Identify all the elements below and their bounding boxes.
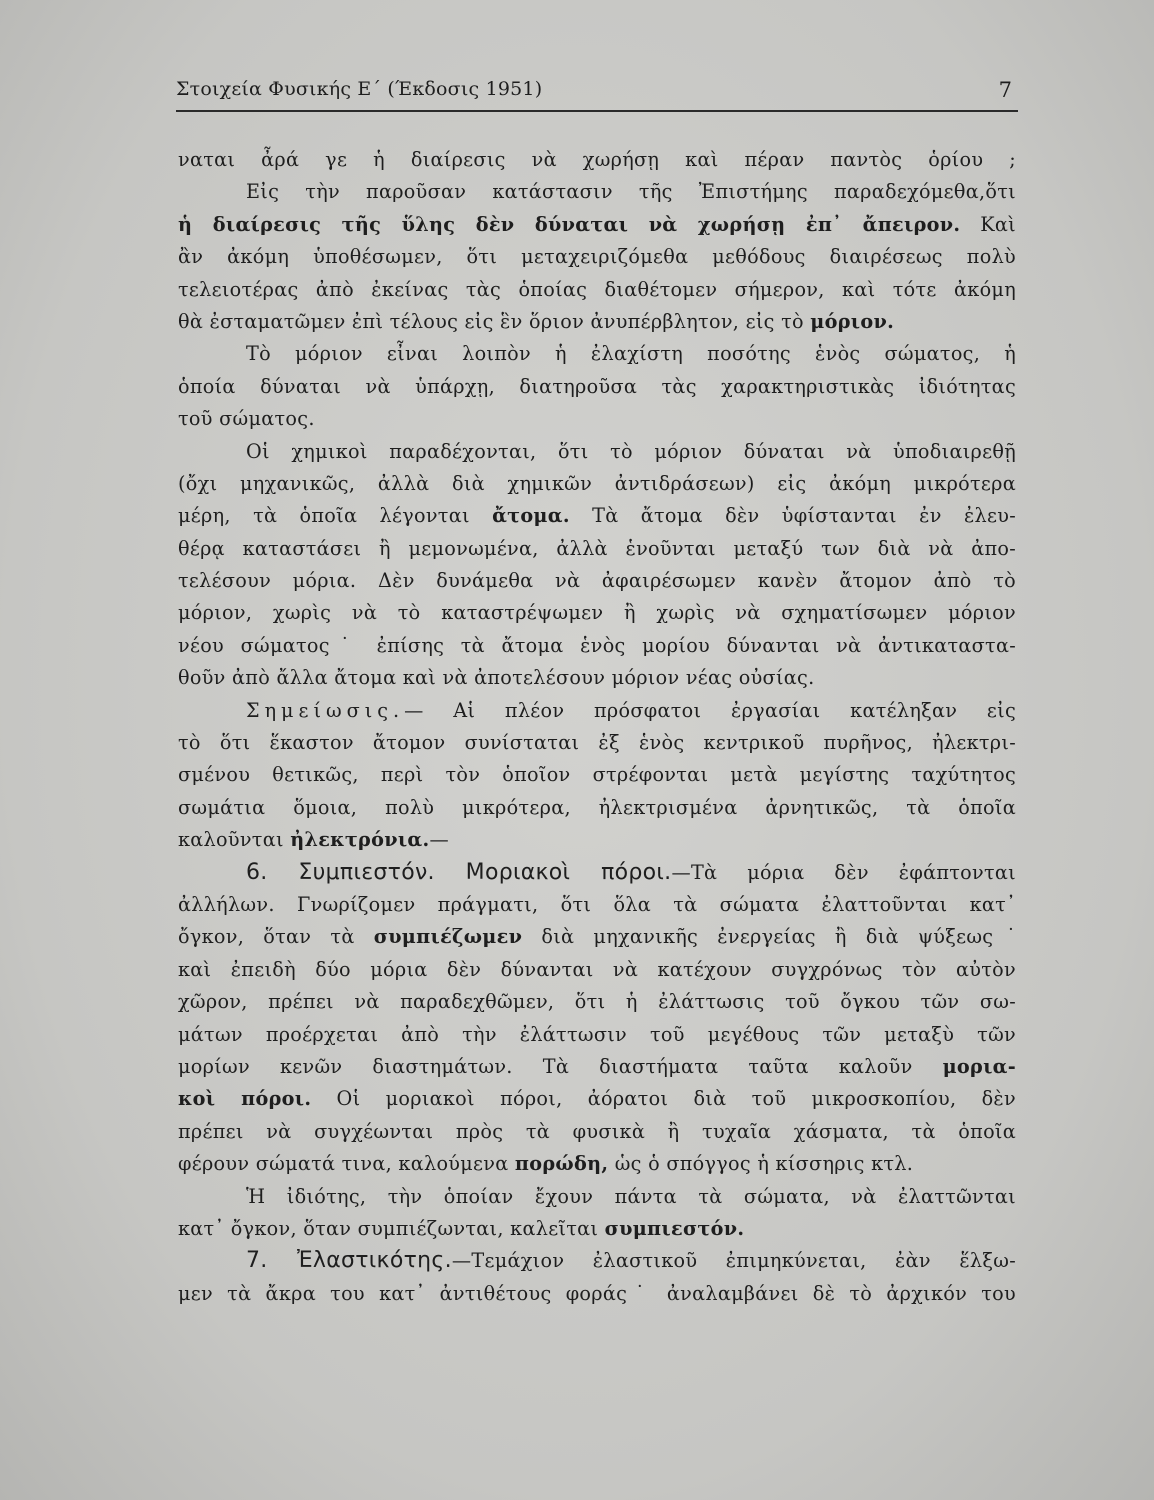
- bold-term: συμπιέζωμεν: [373, 925, 523, 949]
- text-line: [178, 986, 1016, 1018]
- text-run: ὡς ὁ σπόγγος ἡ κίσσηρις κτλ.: [608, 1152, 914, 1176]
- text-run: ὄγκον, ὅταν τὰ: [178, 925, 374, 949]
- text-run: τελειοτέρας ἀπὸ ἐκείνας τὰς ὁποίας διαθέτομεν σήμερον, καὶ τότε ἀκόμη: [178, 277, 1016, 301]
- text-run: διὰ μηχανικῆς ἐνεργείας ἢ διὰ ψύξεως˙: [522, 925, 1016, 949]
- text-run: κατ᾽ ὄγκον, ὅταν συμπιέζωνται, καλεῖται: [178, 1216, 605, 1240]
- text-line: [178, 695, 1016, 727]
- text-run: ἂν ἀκόμη ὑποθέσωμεν, ὅτι μεταχειριζόμεθα μεθόδους διαιρέσεως πολὺ: [178, 245, 1016, 269]
- text-run: θοῦν ἀπὸ ἄλλα ἄτομα καὶ νὰ ἀποτελέσουν μόριον νέας οὐσίας.: [178, 666, 815, 690]
- text-line: [178, 1051, 1016, 1083]
- text-run: Εἰς τὴν παροῦσαν κατάστασιν τῆς Ἐπιστήμης παραδεχόμεθα,ὅτι: [246, 180, 1016, 204]
- text-line: [178, 274, 1016, 306]
- text-line: [178, 176, 1016, 208]
- text-line: [178, 241, 1016, 273]
- text-line: [178, 1278, 1016, 1310]
- bold-term: μόριον.: [810, 309, 895, 333]
- text-run: φέρουν σώματά τινα, καλούμενα: [178, 1152, 515, 1176]
- text-line: [178, 1083, 1016, 1115]
- bold-term: κοὶ πόροι.: [178, 1087, 312, 1111]
- text-line: [178, 500, 1016, 532]
- text-run: — Αἱ πλέον πρόσφατοι ἐργασίαι κατέληξαν εἰς: [404, 698, 1016, 722]
- text-run: ὁποία δύναται νὰ ὑπάρχῃ, διατηροῦσα τὰς χαρακτηριστικὰς ἰδιότητας: [178, 374, 1016, 398]
- text-line: [178, 727, 1016, 759]
- text-run: Ἡ ἰδιότης, τὴν ὁποίαν ἔχουν πάντα τὰ σώματα, νὰ ἐλαττῶνται: [246, 1184, 1016, 1208]
- text-run: τελέσουν μόρια. Δὲν δυνάμεθα νὰ ἀφαιρέσωμεν κανὲν ἄτομον ἀπὸ τὸ: [178, 569, 1016, 593]
- text-line: [178, 889, 1016, 921]
- text-line: [178, 662, 1016, 694]
- text-run: μόριον, χωρὶς νὰ τὸ καταστρέψωμεν ἢ χωρὶς νὰ σχηματίσωμεν μόριον: [178, 601, 1016, 625]
- text-line: [178, 209, 1016, 241]
- text-line: [178, 1213, 1016, 1245]
- section-heading: 7. Ἐλαστικότης.: [246, 1248, 452, 1274]
- text-run: ἀλλήλων. Γνωρίζομεν πράγματι, ὅτι ὅλα τὰ σώματα ἐλαττοῦνται κατ᾽: [178, 892, 1016, 916]
- text-run: καὶ ἐπειδὴ δύο μόρια δὲν δύνανται νὰ κατέχουν συγχρόνως τὸν αὐτὸν: [178, 957, 1016, 981]
- text-run: σωμάτια ὅμοια, πολὺ μικρότερα, ἠλεκτρισμένα ἀρνητικῶς, τὰ ὁποῖα: [178, 795, 1016, 819]
- text-line: [178, 1148, 1016, 1180]
- text-run: τοῦ σώματος.: [178, 407, 315, 431]
- text-run: —Τὰ μόρια δὲν ἐφάπτονται: [671, 860, 1016, 884]
- bold-term: ἄτομα.: [492, 504, 570, 528]
- text-run: μεν τὰ ἄκρα του κατ᾽ ἀντιθέτους φοράς˙ ἀναλαμβάνει δὲ τὸ ἀρχικόν του: [178, 1281, 1016, 1305]
- text-line: [178, 954, 1016, 986]
- text-line: [178, 565, 1016, 597]
- text-line: [178, 436, 1016, 468]
- running-title: Στοιχεία Φυσικής Ε΄ (Έκδοσις 1951): [176, 78, 543, 100]
- text-run: ναται ἆρά γε ἡ διαίρεσις νὰ χωρήσῃ καὶ πέραν παντὸς ὁρίου ;: [178, 148, 1016, 171]
- text-run: Οἱ χημικοὶ παραδέχονται, ὅτι τὸ μόριον δύναται νὰ ὑποδιαιρεθῇ: [246, 439, 1016, 463]
- bold-term: ἠλεκτρόνια.: [290, 828, 430, 852]
- text-line: [178, 371, 1016, 403]
- text-line: [178, 792, 1016, 824]
- text-run: (ὄχι μηχανικῶς, ἀλλὰ διὰ χημικῶν ἀντιδράσεων) εἰς ἀκόμη μικρότερα: [178, 471, 1016, 495]
- text-run: χῶρον, πρέπει νὰ παραδεχθῶμεν, ὅτι ἡ ἐλάττωσις τοῦ ὄγκου τῶν σω-: [178, 990, 1016, 1014]
- page-header: [176, 74, 1018, 112]
- text-run: —: [429, 828, 449, 852]
- text-line: [178, 533, 1016, 565]
- page-number: 7: [998, 78, 1012, 102]
- text-line: [178, 306, 1016, 338]
- note-label: Σημείωσις.: [246, 698, 405, 722]
- text-line: [178, 468, 1016, 500]
- bold-term: μορια-: [942, 1054, 1016, 1078]
- text-line: [178, 1181, 1016, 1213]
- bold-term: ἡ διαίρεσις τῆς ὕλης δὲν δύναται νὰ χωρήσῃ ἐπ᾽ ἄπειρον.: [178, 212, 961, 236]
- text-line: [178, 597, 1016, 629]
- text-run: νέου σώματος˙ ἐπίσης τὰ ἄτομα ἑνὸς μορίου δύνανται νὰ ἀντικαταστα-: [178, 633, 1016, 657]
- text-run: σμένου θετικῶς, περὶ τὸν ὁποῖον στρέφονται μετὰ μεγίστης ταχύτητος: [178, 763, 1016, 787]
- text-line: [178, 403, 1016, 435]
- text-line: [178, 1245, 1016, 1277]
- text-run: θέρᾳ καταστάσει ἢ μεμονωμένα, ἀλλὰ ἑνοῦνται μεταξύ των διὰ νὰ ἀπο-: [178, 536, 1016, 560]
- text-run: τὸ ὅτι ἕκαστον ἄτομον συνίσταται ἐξ ἑνὸς κεντρικοῦ πυρῆνος, ἠλεκτρι-: [178, 731, 1016, 755]
- text-run: Οἱ μοριακοὶ πόροι, ἀόρατοι διὰ τοῦ μικροσκοπίου, δὲν: [311, 1087, 1016, 1111]
- bold-term: συμπιεστόν.: [604, 1216, 745, 1240]
- text-run: μάτων προέρχεται ἀπὸ τὴν ἐλάττωσιν τοῦ μεγέθους τῶν μεταξὺ τῶν: [178, 1022, 1016, 1046]
- text-line: [178, 1019, 1016, 1051]
- text-run: —Τεμάχιον ἐλαστικοῦ ἐπιμηκύνεται, ἐὰν ἕλξω-: [451, 1249, 1016, 1273]
- bold-term: πορώδη,: [514, 1152, 609, 1176]
- text-line: [178, 144, 1016, 176]
- text-run: μορίων κενῶν διαστημάτων. Τὰ διαστήματα ταῦτα καλοῦν: [178, 1054, 943, 1078]
- text-line: [178, 759, 1016, 791]
- text-run: καλοῦνται: [178, 828, 291, 852]
- text-line: [178, 630, 1016, 662]
- text-line: [178, 921, 1016, 953]
- text-run: μέρη, τὰ ὁποῖα λέγονται: [178, 504, 493, 528]
- text-run: Καὶ: [960, 212, 1016, 236]
- body-text: [178, 144, 1016, 1310]
- text-line: [178, 857, 1016, 889]
- text-run: Τὰ ἄτομα δὲν ὑφίστανται ἐν ἐλευ-: [569, 504, 1016, 528]
- text-line: [178, 1116, 1016, 1148]
- text-line: [178, 338, 1016, 370]
- text-run: πρέπει νὰ συγχέωνται πρὸς τὰ φυσικὰ ἢ τυχαῖα χάσματα, τὰ ὁποῖα: [178, 1119, 1016, 1143]
- text-run: Τὸ μόριον εἶναι λοιπὸν ἡ ἐλαχίστη ποσότης ἑνὸς σώματος, ἡ: [246, 342, 1016, 366]
- text-run: θὰ ἐσταματῶμεν ἐπὶ τέλους εἰς ἓν ὅριον ἀνυπέρβλητον, εἰς τὸ: [178, 309, 811, 333]
- text-line: [178, 824, 1016, 856]
- section-heading: 6. Συμπιεστόν. Μοριακοὶ πόροι.: [246, 859, 672, 885]
